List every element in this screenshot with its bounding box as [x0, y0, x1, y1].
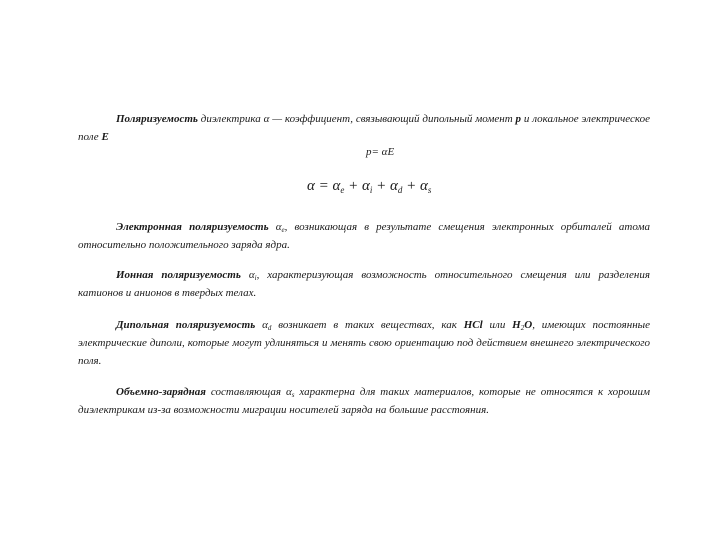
term-dipole: Дипольная поляризуемость [116, 319, 256, 331]
electronic-polarizability-paragraph: Электронная поляризуемость $\alpha_e$, возникающая в результате смещения электронных орбиталей атома относительно положительного заряда ядра. [78, 221, 650, 251]
polarizability-definition: Поляризуемость диэлектрика α — коэффициент, связывающий дипольный момент p и локальное электрическое поле E [78, 113, 650, 143]
term-electronic: Электронная поляризуемость [116, 221, 269, 233]
ionic-polarizability-paragraph: Ионная поляризуемость $\alpha_i$, характеризующая возможность относительного смещения или разделения катионов и анионов в твердых телах. [78, 269, 650, 299]
space-charge-polarizability-paragraph: Объемно-зарядная составляющая $\alpha_s$ характерна для таких материалов, которые не относятся к хорошим диэлектрикам из-за возможности миграции носителей заряда на большие расстояния. [78, 386, 650, 416]
term-polarizability: Поляризуемость [116, 113, 198, 125]
total-polarizability-formula: $\alpha = \alpha_e + \alpha_i + \alpha_d + \alpha_s$ [307, 178, 432, 195]
dipole-polarizability-paragraph: Дипольная поляризуемость $\alpha_d$ возникает в таких веществах, как HCl или $H_2O$, имеющих постоянные электрические диполи, которые могут удлиняться и менять свою ориентацию под действием внешнего электрического поля. [78, 319, 651, 367]
term-ionic: Ионная поляризуемость [116, 269, 241, 281]
dipole-moment-formula: p= αE [366, 146, 395, 158]
term-space-charge: Объемно-зарядная [116, 386, 206, 398]
